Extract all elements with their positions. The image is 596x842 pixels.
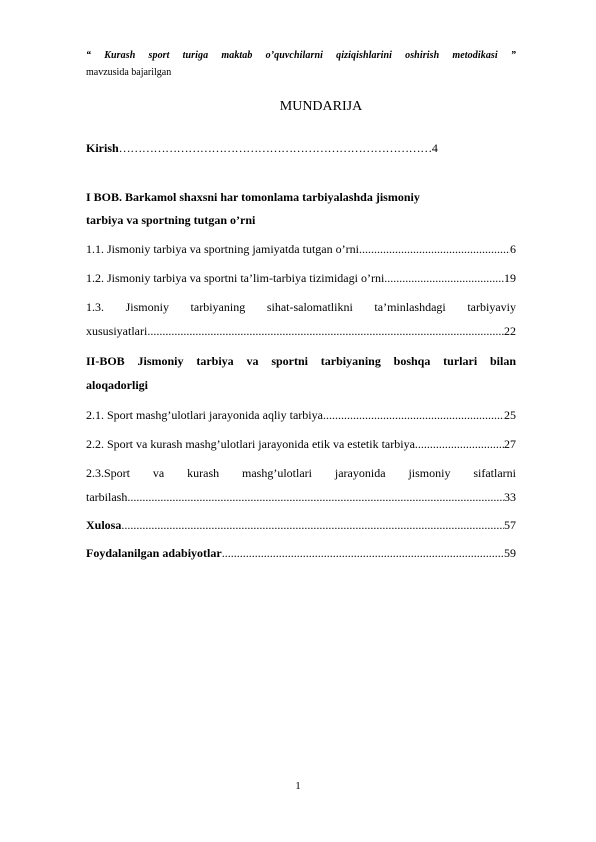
toc-page-number: 33 xyxy=(504,490,516,504)
chapter-2-heading-line1: II-BOB Jismoniy tarbiya va sportni tarbiyaning boshqa turlari bilan xyxy=(86,354,516,368)
toc-entry-label: xususiyatlari xyxy=(86,324,148,338)
document-title: “ Kurash sport turiga maktab o’quvchilarni qiziqishlarini oshirish metodikasi ” xyxy=(86,50,516,61)
toc-entry-1-2 xyxy=(86,271,516,286)
toc-page-number: 22 xyxy=(504,324,516,338)
toc-entry-label: 1.1. Jismoniy tarbiya va sportning jamiyatda tutgan o’rni xyxy=(86,242,359,256)
toc-entry-label: Kirish xyxy=(86,141,119,155)
toc-heading: MUNDARIJA xyxy=(279,99,363,114)
toc-entry-label: 2.2. Sport va kurash mashg’ulotlari jarayonida etik va estetik tarbiya xyxy=(86,437,415,451)
toc-page-number: 25 xyxy=(504,408,516,422)
toc-leader-dots xyxy=(359,242,510,257)
toc-leader-dots xyxy=(323,408,504,423)
toc-leader-dots xyxy=(415,437,504,452)
toc-leader-dots xyxy=(222,546,504,561)
toc-page-number: 57 xyxy=(504,518,516,532)
page-number: 1 xyxy=(295,780,301,792)
toc-entry-intro xyxy=(86,141,516,156)
toc-leader-dots: ……………………………………………………………………… xyxy=(118,141,432,155)
toc-leader-dots xyxy=(147,324,504,339)
toc-leader-dots xyxy=(121,518,504,533)
toc-leader-dots xyxy=(127,490,504,505)
toc-entry-2-3-line1: 2.3.Sport va kurash mashg’ulotlari jarayonida jismoniy sifatlarni xyxy=(86,466,516,480)
toc-entry-2-1 xyxy=(86,408,516,423)
toc-leader-dots xyxy=(384,271,504,286)
toc-entry-1-1 xyxy=(86,242,516,257)
toc-entry-1-3-line2 xyxy=(86,324,516,339)
toc-page-number: 19 xyxy=(504,271,516,285)
chapter-1-heading-line2: tarbiya va sportning tutgan o’rni xyxy=(86,213,256,227)
toc-entry-label: 2.1. Sport mashg’ulotlari jarayonida aqliy tarbiya xyxy=(86,408,323,422)
toc-page-number: 4 xyxy=(431,141,438,155)
document-subtitle: mavzusida bajarilgan xyxy=(86,67,172,78)
toc-entry-2-2 xyxy=(86,437,516,452)
toc-entry-label: Xulosa xyxy=(86,518,122,532)
toc-entry-conclusion xyxy=(86,518,516,533)
toc-page-number: 59 xyxy=(504,546,516,560)
toc-entry-2-3-line2 xyxy=(86,490,516,505)
chapter-2-heading-line2: aloqadorligi xyxy=(86,378,149,392)
toc-entry-label: 1.2. Jismoniy tarbiya va sportni ta’lim-tarbiya tizimidagi o’rni xyxy=(86,271,385,285)
toc-entry-1-3-line1: 1.3. Jismoniy tarbiyaning sihat-salomatlikni ta’minlashdagi tarbiyaviy xyxy=(86,300,516,314)
chapter-1-heading-line1: I BOB. Barkamol shaxsni har tomonlama tarbiyalashda jismoniy xyxy=(86,190,420,204)
toc-page-number: 6 xyxy=(510,242,516,256)
toc-page-number: 27 xyxy=(504,437,516,451)
toc-entry-references xyxy=(86,546,516,561)
toc-entry-label: Foydalanilgan adabiyotlar xyxy=(86,546,222,560)
toc-entry-label: tarbilash xyxy=(86,490,128,504)
